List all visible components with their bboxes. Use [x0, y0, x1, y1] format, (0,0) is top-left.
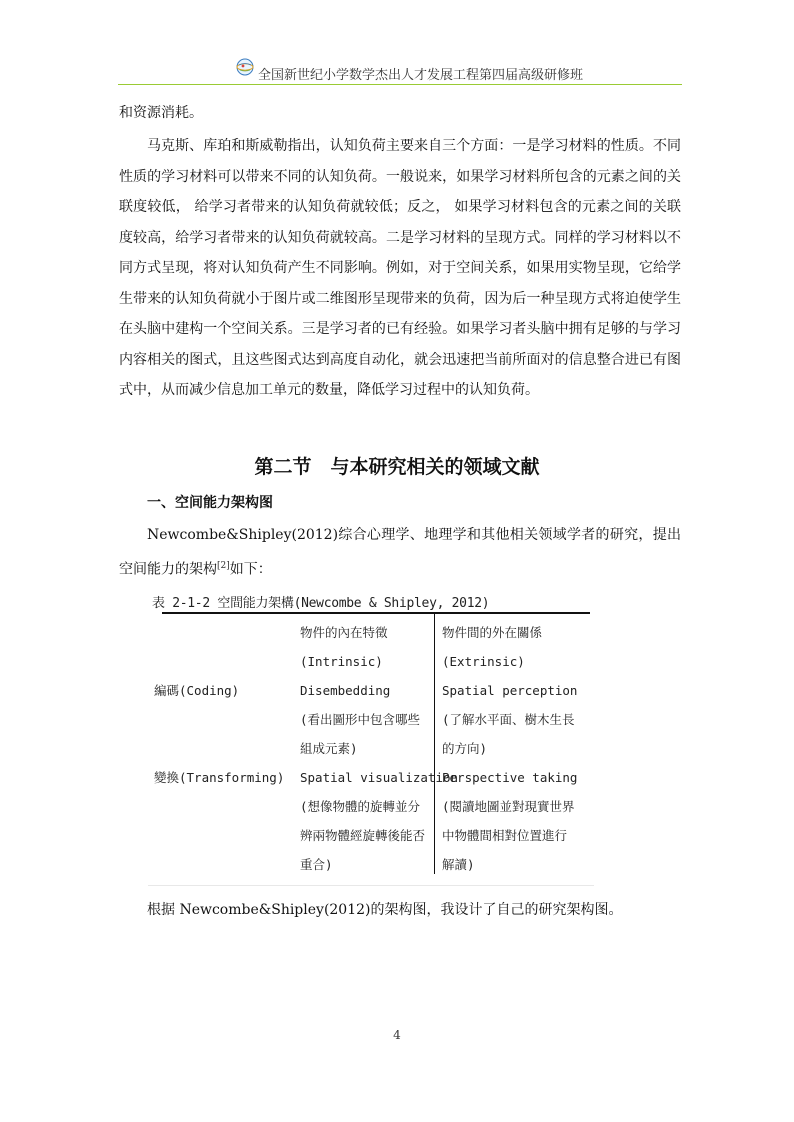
- spatial-ability-table-figure: [148, 588, 594, 886]
- header-title: 全国新世纪小学数学杰出人才发展工程第四届高级研修班: [258, 68, 584, 83]
- page-number: 4: [393, 1028, 401, 1042]
- cell-spatial-visualization-desc-1: (想像物體的旋轉並分: [300, 799, 421, 814]
- table-caption: 表 2-1-2 空間能力架構(Newcombe & Shipley, 2012): [152, 596, 490, 611]
- table-column-divider: [434, 612, 435, 874]
- cell-spatial-perception: Spatial perception: [442, 683, 578, 698]
- cell-perspective-taking-desc-2: 中物體間相對位置進行: [442, 828, 568, 843]
- globe-logo-icon: [236, 58, 254, 76]
- cell-spatial-visualization-desc-2: 辨兩物體經旋轉後能否: [300, 828, 426, 843]
- cell-spatial-perception-desc-1: (了解水平面、樹木生長: [442, 712, 575, 727]
- cell-spatial-visualization: Spatial visualization: [300, 770, 459, 785]
- section-title: 第二节 与本研究相关的领域文献: [254, 456, 540, 478]
- paragraph-own-framework: 根据 Newcombe&Shipley(2012)的架构图，我设计了自己的研究架构图。: [147, 902, 623, 918]
- cell-perspective-taking-desc-3: 解讀): [442, 857, 475, 872]
- page-header: [118, 58, 682, 85]
- cell-disembedding: Disembedding: [300, 683, 391, 698]
- cell-spatial-perception-desc-2: 的方向): [442, 741, 488, 756]
- row-label-coding: 編碼(Coding): [154, 683, 240, 698]
- cell-spatial-visualization-desc-3: 重合): [300, 857, 333, 872]
- paragraph-text: Newcombe&Shipley(2012)综合心理学、地理学和其他相关领域学者的研究，提出空间能力的架构: [119, 527, 681, 578]
- citation-ref[interactable]: [2]: [217, 560, 230, 571]
- table-header-intrinsic-en: (Intrinsic): [300, 654, 383, 669]
- row-label-transforming: 變換(Transforming): [154, 770, 285, 785]
- table-header-extrinsic-en: (Extrinsic): [442, 654, 525, 669]
- paragraph-text-end: 如下：: [229, 561, 272, 578]
- cell-perspective-taking: Perspective taking: [442, 770, 578, 785]
- cell-disembedding-desc-1: (看出圖形中包含哪些: [300, 712, 421, 727]
- paragraph-cognitive-load: 马克斯、库珀和斯威勒指出，认知负荷主要来自三个方面：一是学习材料的性质。不同性质的学习材料可以带来不同的认知负荷。一般说来，如果学习材料所包含的元素之间的关联度较低， 给学习者带来的认知负荷就较低；反之， 如果学习材料包含的元素之间的关联度较高，给学习者带来的认知负荷就较高。二是学习材料的呈现方式。同样的学习材料以不同方式呈现，将对认知负荷产生不同影响。例如，对于空间关系，如果用实物呈现，它给学生带来的认知负荷就小于图片或二维图形呈现带来的负荷，因为后一种呈现方式将迫使学生在头脑中建构一个空间关系。三是学习者的已有经验。如果学习者头脑中拥有足够的与学习内容相关的图式，且这些图式达到高度自动化，就会迅速把当前所面对的信息整合进已有图式中，从而减少信息加工单元的数量，降低学习过程中的认知负荷。: [119, 138, 681, 398]
- table-top-rule: [162, 612, 590, 614]
- sub-heading: 一、空间能力架构图: [147, 495, 273, 511]
- table-header-extrinsic: 物件間的外在關係: [442, 625, 543, 640]
- paragraph-continuation: 和资源消耗。: [119, 105, 203, 121]
- table-header-intrinsic: 物件的內在特徵: [300, 625, 388, 640]
- cell-perspective-taking-desc-1: (閱讀地圖並對現實世界: [442, 799, 575, 814]
- cell-disembedding-desc-2: 組成元素): [300, 741, 358, 756]
- paragraph-framework-intro: [119, 520, 681, 585]
